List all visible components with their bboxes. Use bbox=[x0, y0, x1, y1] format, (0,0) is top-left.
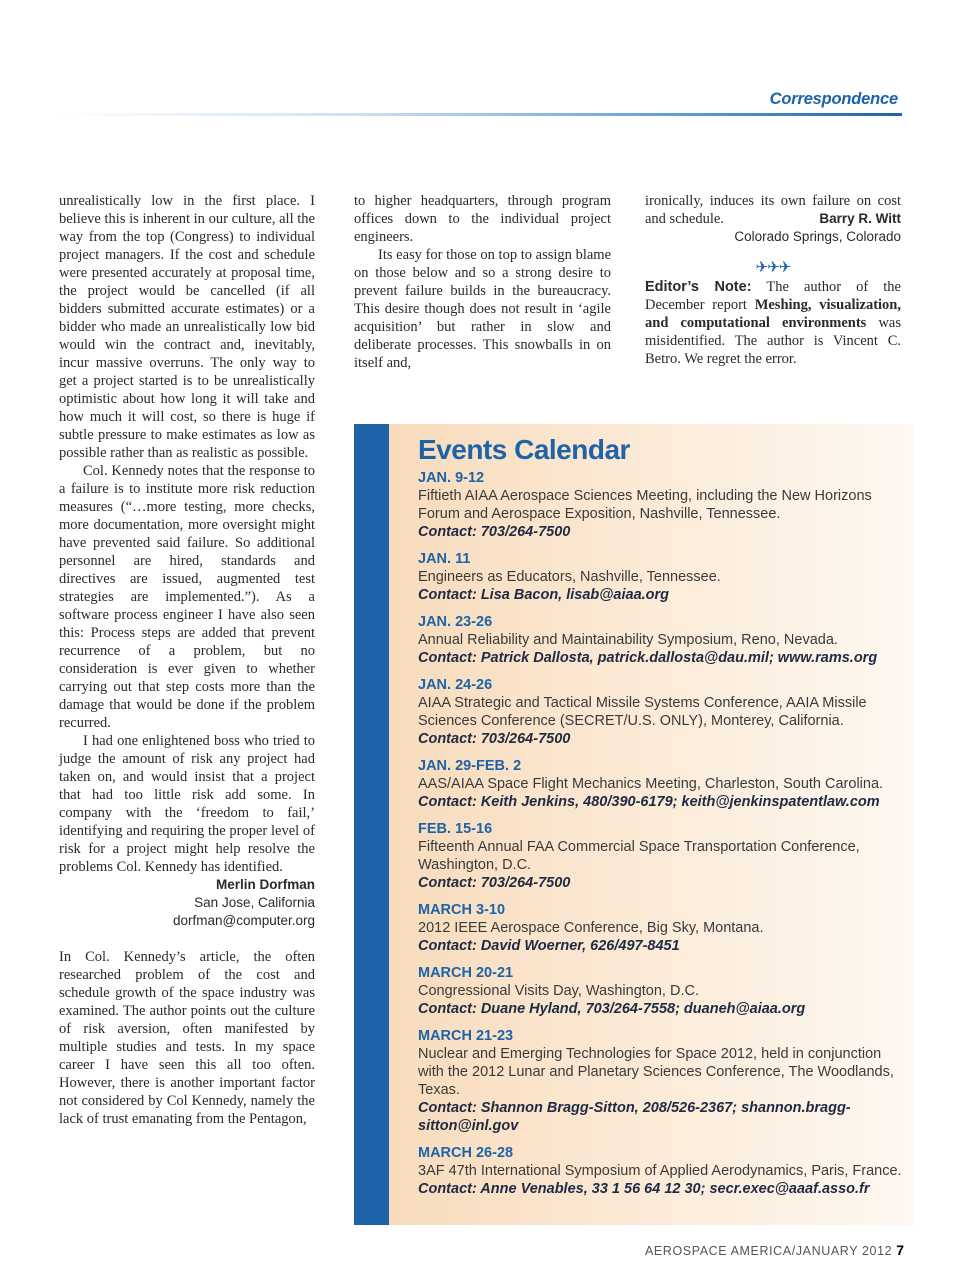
page-number: 7 bbox=[896, 1242, 904, 1258]
signature-location: Colorado Springs, Colorado bbox=[734, 229, 901, 244]
event-contact: Contact: Patrick Dallosta, patrick.dallosta@dau.mil; www.rams.org bbox=[418, 650, 878, 666]
letter-paragraph: I had one enlightened boss who tried to judge the amount of risk any project had taken on, and would insist that a project that had too little risk add some. In company with the ‘freedom to fail,’ identifying and requiring the proper level of risk for a project might help resolve the problems Col. Kennedy has identified. bbox=[59, 733, 315, 875]
event-description: 2012 IEEE Aerospace Conference, Big Sky, Montana. bbox=[418, 920, 764, 936]
events-calendar-panel bbox=[354, 424, 913, 1225]
airplane-divider-icon: ✈✈✈ bbox=[755, 258, 791, 276]
signature-name: Merlin Dorfman bbox=[215, 877, 315, 892]
event-item bbox=[418, 820, 908, 892]
event-description: 3AF 47th International Symposium of Applied Aerodynamics, Paris, France. bbox=[418, 1163, 902, 1179]
event-date: JAN. 24-26 bbox=[418, 677, 493, 693]
letter-paragraph: to higher headquarters, through program offices down to the individual project engineers. bbox=[354, 193, 611, 245]
editors-note-text: was misidentified. The author is Vincent C. Betro. We regret the error. bbox=[645, 315, 901, 367]
event-item bbox=[418, 1144, 908, 1198]
header-rule bbox=[60, 113, 902, 116]
letter-text: ironically, induces its own failure on cost and schedule. bbox=[645, 193, 901, 227]
event-contact: Contact: Keith Jenkins, 480/390-6179; keith@jenkinspatentlaw.com bbox=[418, 794, 880, 810]
event-description: Fiftieth AIAA Aerospace Sciences Meeting, including the New Horizons Forum and Aerospace Exposition, Nashville, Tennessee. bbox=[418, 488, 872, 522]
signature-location: San Jose, California bbox=[194, 895, 315, 910]
editors-note-label: Editor’s Note: bbox=[645, 279, 752, 295]
event-item bbox=[418, 550, 908, 604]
signature-email: dorfman@computer.org bbox=[172, 913, 315, 928]
event-date: JAN. 29-FEB. 2 bbox=[418, 758, 522, 774]
event-description: Fifteenth Annual FAA Commercial Space Transportation Conference, Washington, D.C. bbox=[418, 839, 860, 873]
event-date: JAN. 9-12 bbox=[418, 470, 485, 486]
events-list bbox=[418, 469, 908, 1207]
event-description: Annual Reliability and Maintainability Symposium, Reno, Nevada. bbox=[418, 632, 838, 648]
event-date: JAN. 23-26 bbox=[418, 614, 493, 630]
event-item bbox=[418, 676, 908, 748]
event-item bbox=[418, 757, 908, 811]
event-contact: Contact: Anne Venables, 33 1 56 64 12 30; secr.exec@aaaf.asso.fr bbox=[418, 1181, 870, 1197]
event-date: MARCH 21-23 bbox=[418, 1028, 514, 1044]
event-contact: Contact: Shannon Bragg-Sitton, 208/526-2367; shannon.bragg-sitton@inl.gov bbox=[418, 1100, 851, 1134]
event-description: AIAA Strategic and Tactical Missile Systems Conference, AAIA Missile Sciences Conference (SECRET/U.S. ONLY), Monterey, California. bbox=[418, 695, 867, 729]
event-contact: Contact: 703/264-7500 bbox=[418, 731, 571, 747]
event-contact: Contact: David Woerner, 626/497-8451 bbox=[418, 938, 680, 954]
column-1 bbox=[59, 192, 315, 1128]
signature-name: Barry R. Witt bbox=[819, 211, 901, 226]
event-item bbox=[418, 469, 908, 541]
page-footer bbox=[645, 1242, 904, 1258]
event-date: JAN. 11 bbox=[418, 551, 471, 567]
column-2 bbox=[354, 192, 611, 372]
column-3 bbox=[645, 192, 901, 368]
event-item bbox=[418, 613, 908, 667]
editors-note bbox=[645, 278, 901, 368]
editors-note-text: The author of the December report bbox=[645, 279, 901, 313]
event-item bbox=[418, 964, 908, 1018]
events-calendar-title: Events Calendar bbox=[418, 434, 630, 465]
event-contact: Contact: Duane Hyland, 703/264-7558; duaneh@aiaa.org bbox=[418, 1001, 806, 1017]
panel-accent-bar bbox=[354, 424, 389, 1225]
event-date: FEB. 15-16 bbox=[418, 821, 493, 837]
event-date: MARCH 26-28 bbox=[418, 1145, 514, 1161]
event-item bbox=[418, 1027, 908, 1135]
publication-name: AEROSPACE AMERICA/JANUARY 2012 bbox=[644, 1244, 893, 1258]
editors-note-article-title: Meshing, visualization, and computational environments bbox=[645, 297, 901, 331]
letter-paragraph: Col. Kennedy notes that the response to a failure is to institute more risk reduction measures (“…more testing, more checks, more documentation, more oversight might have prevented said failure. So additional personnel are hired, standards and directives are issued, augmented test strategies are implemented.”). As a software process engineer I have also seen this: Process steps are added that prevent recurrence of a problem, but no consideration is ever given to whether carrying out that step costs more than the damage that would be done if the problem recurred. bbox=[59, 463, 315, 731]
event-description: AAS/AIAA Space Flight Mechanics Meeting, Charleston, South Carolina. bbox=[418, 776, 884, 792]
event-contact: Contact: 703/264-7500 bbox=[418, 875, 571, 891]
event-date: MARCH 3-10 bbox=[418, 902, 506, 918]
letter-paragraph: Its easy for those on top to assign blame on those below and so a strong desire to prevent failure builds in the bureaucracy. This desire though does not result in ‘agile acquisition’ but rather in slow and deliberate processes. This snowballs in on itself and, bbox=[354, 247, 611, 371]
section-header: Correspondence bbox=[769, 90, 898, 108]
event-description: Nuclear and Emerging Technologies for Space 2012, held in conjunction with the 2012 Lunar and Planetary Sciences Conference, The Woodlands, Texas. bbox=[418, 1046, 894, 1098]
letter-paragraph bbox=[645, 192, 901, 228]
event-item bbox=[418, 901, 908, 955]
event-description: Congressional Visits Day, Washington, D.C. bbox=[418, 983, 699, 999]
letter-paragraph: unrealistically low in the first place. I believe this is inherent in our culture, all the way from the top (Congress) to individual project managers. If the cost and schedule were presented accurately at proposal time, the project would be cancelled (if all bidders submitted accurate estimates) or a bidder who made an unrealistically low bid would win the contract and, inevitably, incur massive overruns. The only way to get a project started is to be unrealistically optimistic about how long it will take and how much it will cost, so there is huge if subtle pressure to make estimates as low as possible rather than as realistic as possible. bbox=[59, 193, 315, 461]
event-date: MARCH 20-21 bbox=[418, 965, 514, 981]
letter-paragraph: In Col. Kennedy’s article, the often researched problem of the cost and schedule growth of the space industry was examined. The author points out the culture of risk aversion, often manifested by multiple studies and tests. In my space career I have seen this all too often. However, there is another important factor not considered by Col Kennedy, namely the lack of trust emanating from the Pentagon, bbox=[59, 949, 315, 1127]
event-contact: Contact: Lisa Bacon, lisab@aiaa.org bbox=[418, 587, 670, 603]
event-description: Engineers as Educators, Nashville, Tennessee. bbox=[418, 569, 721, 585]
event-contact: Contact: 703/264-7500 bbox=[418, 524, 571, 540]
